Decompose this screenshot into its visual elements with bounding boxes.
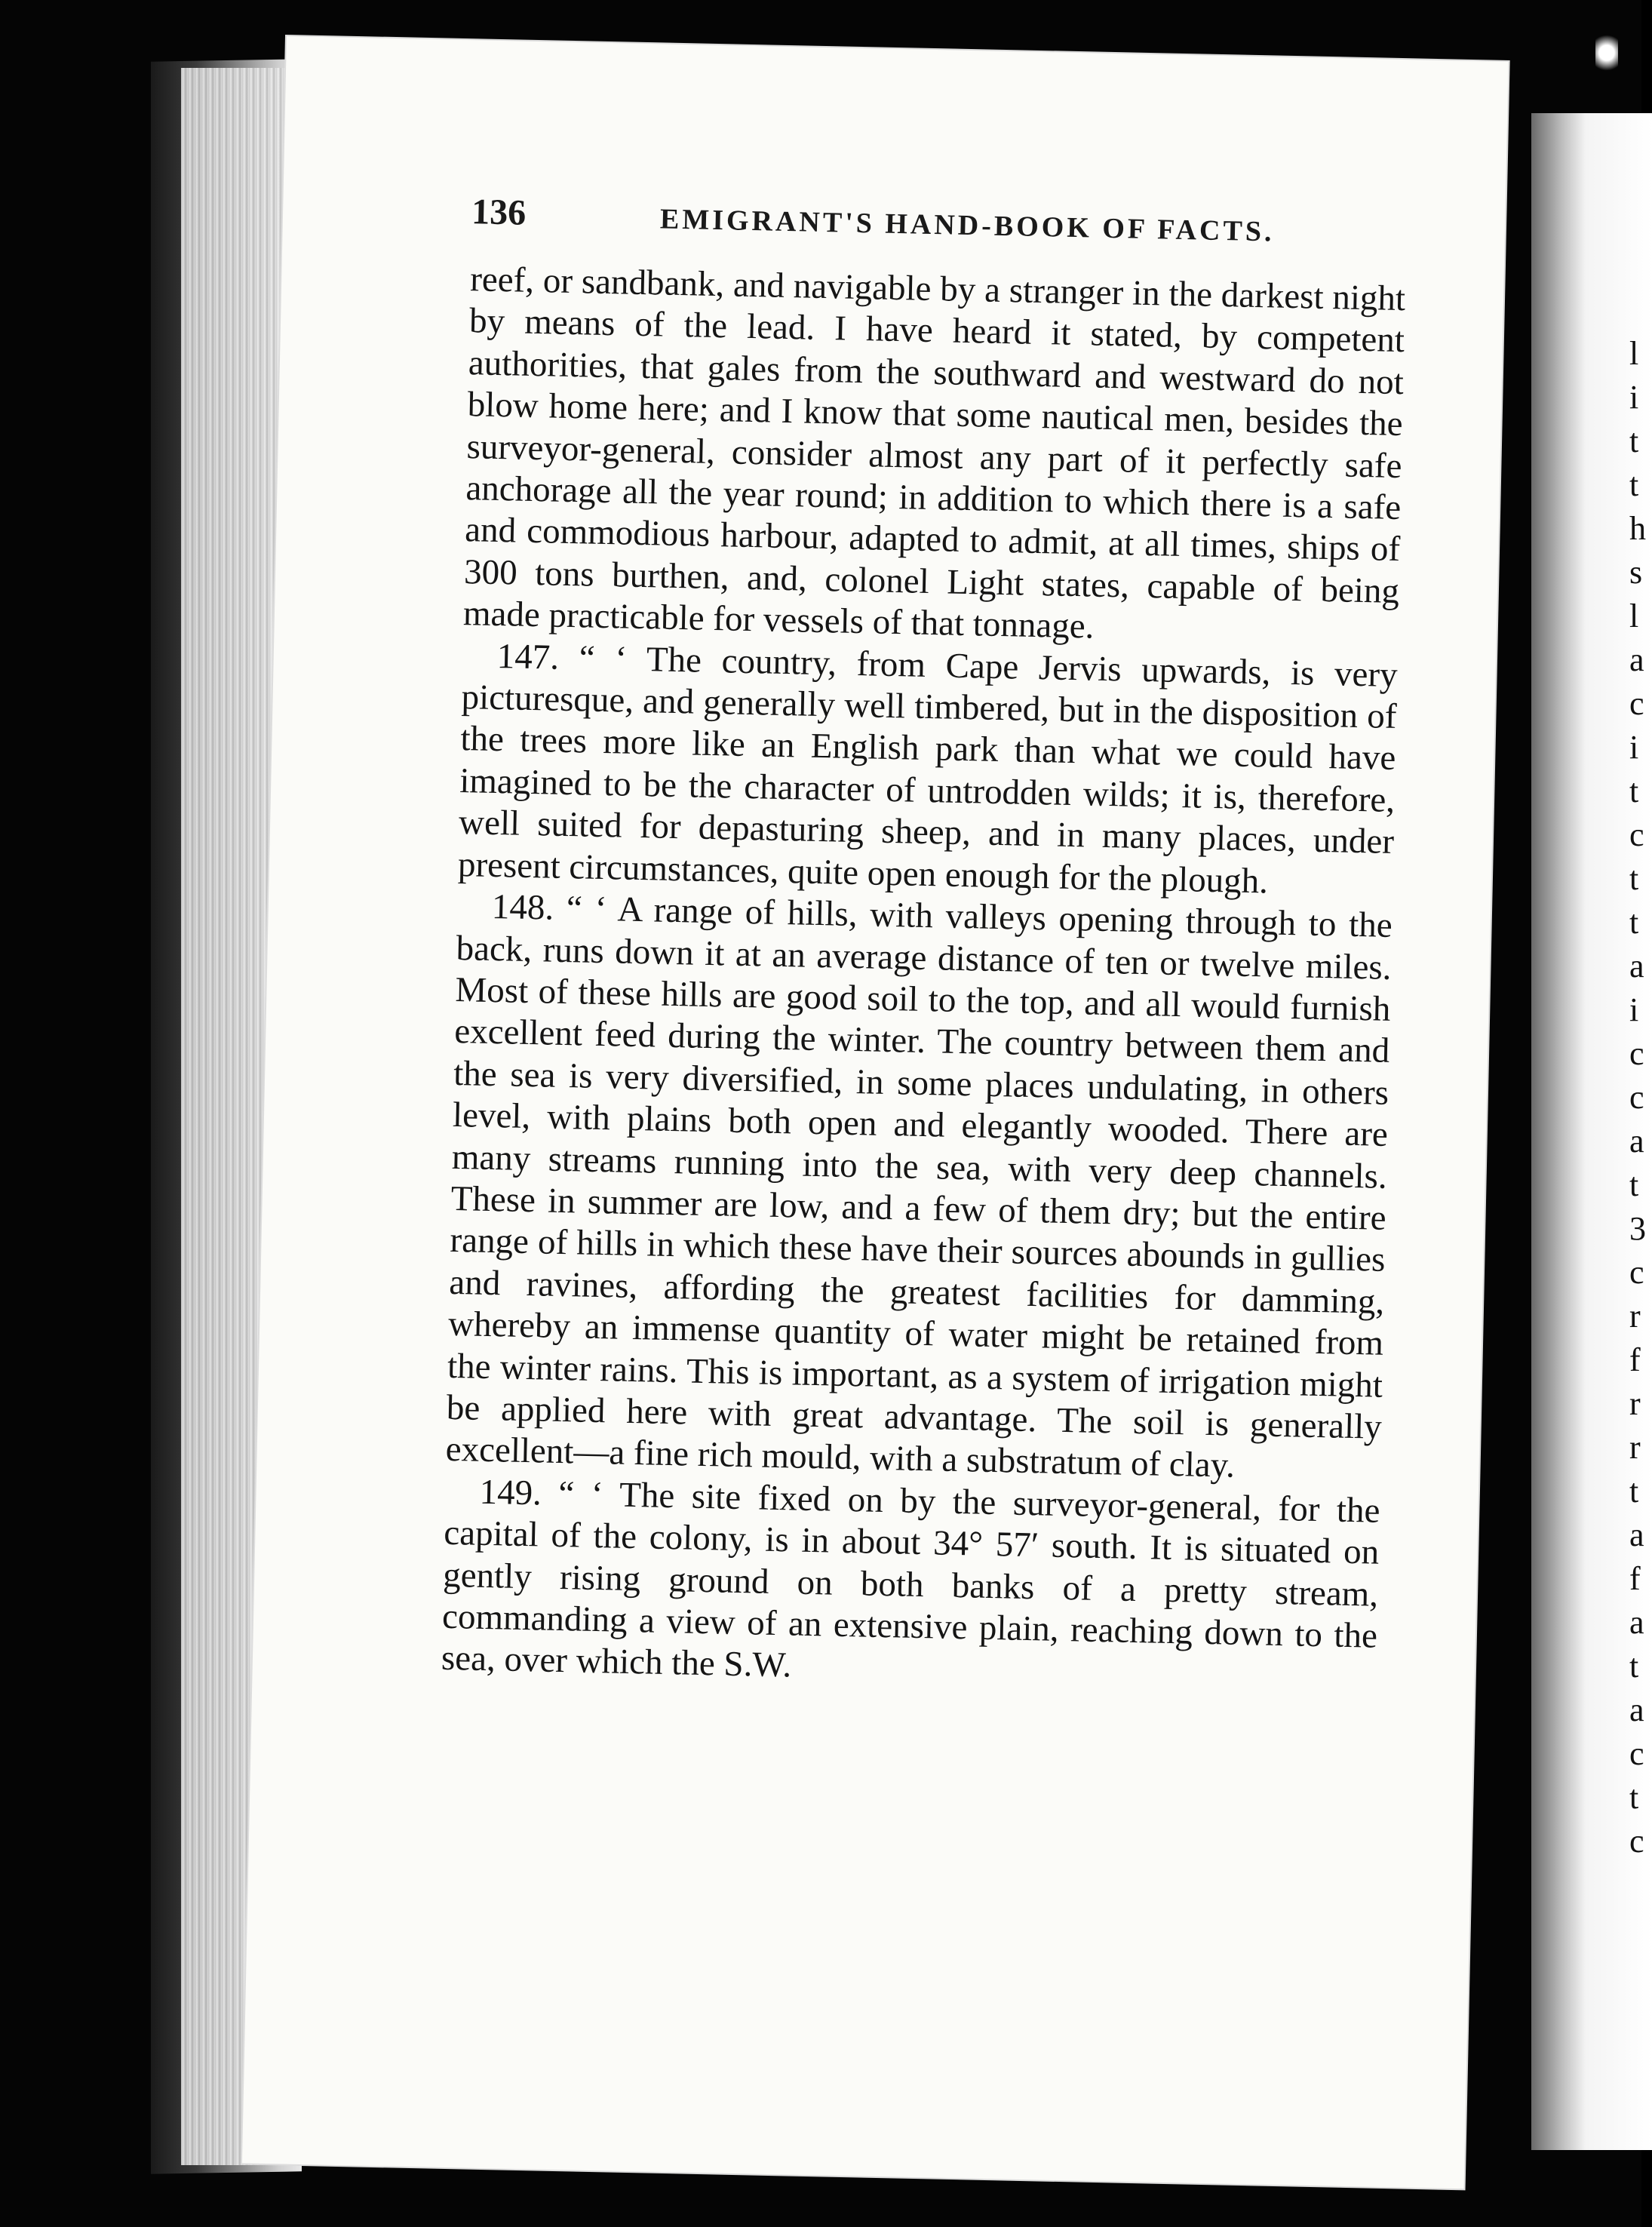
- page-number: 136: [471, 192, 527, 233]
- corner-mark: [1595, 30, 1618, 75]
- book-page: [242, 36, 1509, 2189]
- paragraph-148: 148. “ ‘ A range of hills, with valleys opening through to the back, runs down it at an average distance of ten or twelve miles. Most of these hills are good soil to the top, and all would furnish excellent feed during the winter. The country between them and the sea is very diversified, in some places undulating, in others level, with plains both open and elegantly wooded. There are many streams running into the sea, with very deep channels. These in summer are low, and a few of them dry; but the entire range of hills in which these have their sources abounds in gullies and ravines, affording the greatest facilities for damming, whereby an immense quantity of water might be retained from the winter rains. This is important, as a system of irrigation might be applied here with great advantage. The soil is generally excellent—a fine rich mould, with a substratum of clay.: [445, 887, 1393, 1486]
- running-head: EMIGRANT'S HAND-BOOK OF FACTS.: [659, 203, 1275, 248]
- paragraph-149: 149. “ ‘ The site fixed on by the surveyor-general, for the capital of the colony, is in about 34° 57′ south. It is situated on gently rising ground on both banks of a pretty stream, commanding a view of an extensive plain, reaching down to the sea, over which the S.W.: [441, 1472, 1380, 1685]
- page-header: [471, 191, 1302, 253]
- paragraph-continued: reef, or sandbank, and navigable by a stranger in the darkest night by means of the lead. I have heard it stated, by competent authorities, that gales from the southward and westward do not blow home here; and I know that some nautical men, besides the surveyor-general, consider almost any part of it perfectly safe anchorage all the year round; in addition to which there is a safe and commodious harbour, adapted to admit, at all times, ships of 300 tons burthen, and, colonel Light states, capable of being made practicable for vessels of that tonnage.: [462, 260, 1406, 647]
- page-body: [441, 259, 1405, 1699]
- paragraph-147: 147. “ ‘ The country, from Cape Jervis upwards, is very picturesque, and generally well timbered, but in the disposition of the trees more like an English park than what we could have imagined to be the character of untrodden wilds; it is, therefore, well suited for depasturing sheep, and in many places, under present circumstances, quite open enough for the plough.: [457, 636, 1399, 902]
- facing-page-text: l i t t h s l a c i t c t t a i c c a t 3 c r f r r t a f a t a c t c: [1629, 335, 1646, 1860]
